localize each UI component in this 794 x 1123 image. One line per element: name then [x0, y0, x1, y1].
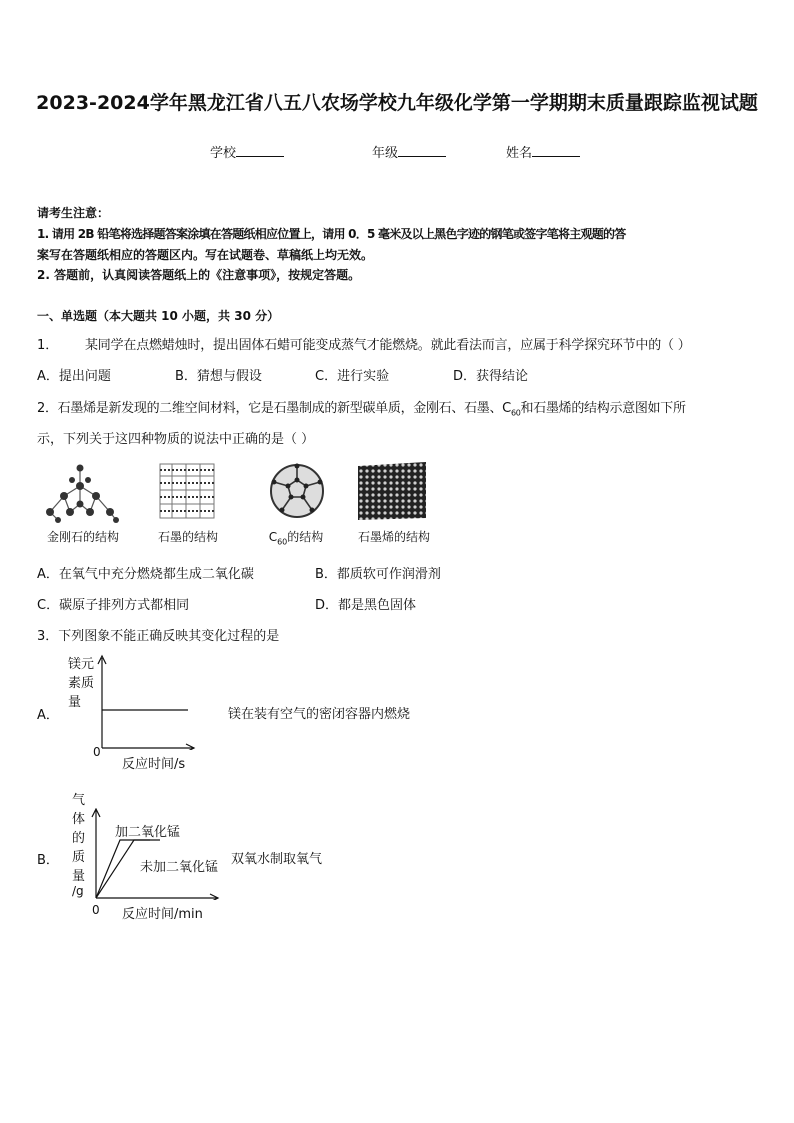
graphene-caption: 石墨烯的结构: [357, 530, 430, 544]
q3-a-graph: [96, 654, 198, 750]
school-label: 学校: [210, 146, 237, 161]
q3-a-xlabel: 反应时间/s: [122, 757, 186, 772]
c60-caption-prefix: C: [268, 530, 278, 544]
grade-field[interactable]: [372, 142, 446, 161]
grade-label: 年级: [372, 146, 399, 161]
school-blank[interactable]: [236, 144, 284, 157]
q2-stem-line-2: 示，下列关于这四种物质的说法中正确的是（ ）: [37, 432, 315, 447]
notice-line-1a: 1. 请用 2B 铅笔将选择题答案涂填在答题纸相应位置上，请用 0．5 毫米及以上黑色字迹的钢笔或签字笔将主观题的答: [37, 227, 626, 241]
q3-b-line-label-1: 加二氧化锰: [115, 825, 181, 840]
q3-b-ylabel-0: 气: [72, 793, 86, 808]
c60-caption-suffix: 的结构: [287, 530, 324, 544]
q3-b-description: 双氧水制取氧气: [231, 852, 323, 867]
q3-a-description: 镁在装有空气的密闭容器内燃烧: [228, 707, 411, 722]
q3-stem: 3．下列图象不能正确反映其变化过程的是: [37, 629, 280, 644]
graphite-structure-image: [156, 460, 218, 522]
school-field[interactable]: [210, 142, 284, 161]
q2-option-b[interactable]: B．都质软可作润滑剂: [315, 567, 441, 582]
q2-stem-line-1: [37, 397, 686, 418]
q1-option-a[interactable]: A．提出问题: [37, 369, 111, 384]
notice-line-1b: 案写在答题纸相应的答题区内。写在试题卷、草稿纸上均无效。: [37, 248, 374, 262]
name-blank[interactable]: [532, 144, 580, 157]
q2-stem-a: 2．石墨烯是新发现的二维空间材料，它是石墨制成的新型碳单质，金刚石、石墨、C: [37, 401, 511, 416]
q3-b-xlabel: 反应时间/min: [122, 907, 203, 922]
q2-stem-b: 和石墨烯的结构示意图如下所: [520, 401, 686, 416]
diamond-structure-image: [40, 460, 126, 524]
q3-b-line-label-2: 未加二氧化锰: [140, 860, 219, 875]
c60-caption: [246, 528, 346, 546]
graphene-structure-image: [358, 462, 426, 520]
q3-b-ylabel-2: 的: [72, 831, 86, 846]
section-heading: 一、单选题（本大题共 10 小题，共 30 分）: [37, 309, 280, 323]
q3-a-ylabel-2: 素质: [68, 676, 95, 691]
q2-option-c[interactable]: C．碳原子排列方式都相同: [37, 598, 190, 613]
q3-b-ylabel-3: 质: [72, 850, 86, 865]
q1-option-c[interactable]: C．进行实验: [315, 369, 390, 384]
q2-option-d[interactable]: D．都是黑色固体: [315, 598, 417, 613]
q3-a-ylabel-3: 量: [68, 695, 82, 710]
notice-heading: 请考生注意：: [37, 206, 110, 220]
page-title: 2023-2024学年黑龙江省八五八农场学校九年级化学第一学期期末质量跟踪监视试题: [36, 92, 758, 114]
c60-caption-sub: 60: [277, 537, 288, 547]
q3-option-b-label[interactable]: B．: [37, 853, 59, 868]
q3-option-a-label[interactable]: A．: [37, 708, 59, 723]
q3-a-origin: 0: [93, 745, 101, 759]
q2-option-a[interactable]: A．在氧气中充分燃烧都生成二氧化碳: [37, 567, 254, 582]
q3-b-ylabel-4: 量: [72, 869, 86, 884]
q3-b-x-arrow: [210, 894, 218, 900]
q1-option-b[interactable]: B．猜想与假设: [175, 369, 262, 384]
q2-stem-sub: 60: [510, 408, 521, 418]
q3-a-x-arrow: [186, 744, 194, 750]
q3-a-ylabel-1: 镁元: [68, 657, 95, 672]
name-label: 姓名: [506, 146, 533, 161]
q1-stem: 某同学在点燃蜡烛时，提出固体石蜡可能变成蒸气才能燃烧。就此看法而言，应属于科学探究环节中的（ ）: [85, 338, 691, 353]
grade-blank[interactable]: [398, 144, 446, 157]
q1-option-d[interactable]: D．获得结论: [453, 369, 529, 384]
q1-number: 1．: [37, 338, 59, 353]
diamond-caption: 金刚石的结构: [46, 530, 119, 544]
q3-b-ylabel-5: /g: [72, 884, 84, 898]
notice-line-2: 2. 答题前，认真阅读答题纸上的《注意事项》，按规定答题。: [37, 268, 361, 282]
graphite-caption: 石墨的结构: [157, 530, 218, 544]
c60-structure-image: [266, 460, 328, 522]
q3-b-origin: 0: [92, 903, 100, 917]
name-field[interactable]: [506, 142, 580, 161]
q3-b-ylabel-1: 体: [72, 812, 86, 827]
